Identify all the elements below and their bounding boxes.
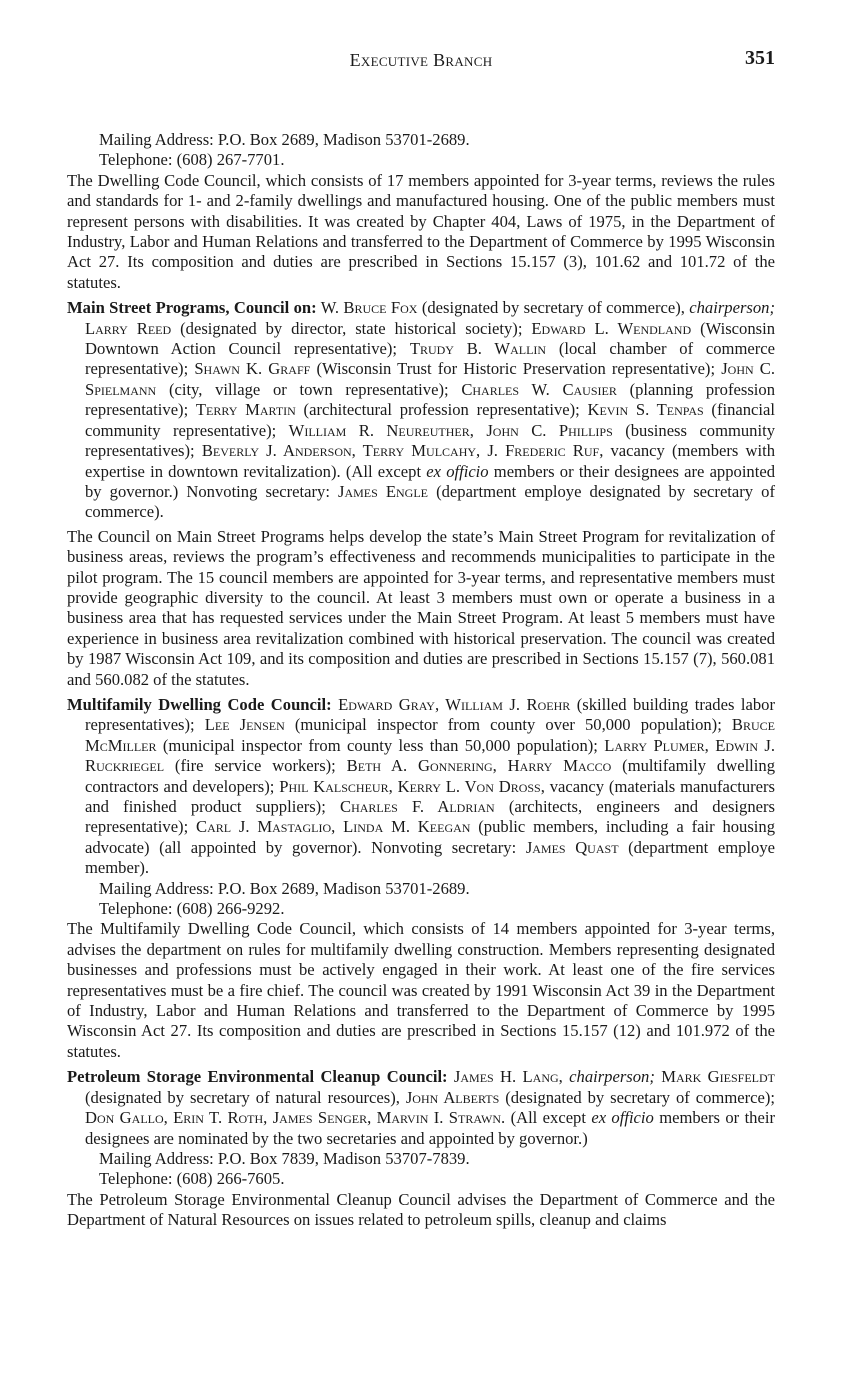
text: (architectural profession representative); [295,400,588,420]
text: (public members, including a fair housing advocate) (all appointed by governor). Nonvoting secretary: [85,817,776,857]
member-name: Charles W. Causier [461,379,617,399]
text: members or their designees are nominated by the two secretaries and appointed by governor.) [85,1108,775,1148]
petroleum-entry [67,1067,775,1149]
member-name: Carl J. Mastaglio, Linda M. Keegan [196,817,471,837]
running-head: Executive Branch [349,50,493,70]
text: W. [320,298,344,318]
member-name: Bruce McMiller [85,715,775,755]
multifamily-telephone: Telephone: (608) 266-9292. [99,899,285,919]
text: (department employe member). [85,837,776,878]
text: (designated by director, state historical society); [171,318,532,338]
ex-officio-label: ex officio [426,461,489,481]
role-label: chairperson; [689,298,775,318]
dwelling-telephone: Telephone: (608) 267-7701. [99,150,285,170]
member-name: Beth A. Gonnering, Harry Macco [346,756,612,776]
main-street-description: The Council on Main Street Programs helps develop the state’s Main Street Program for revitalization of business areas, reviews the program’s effectiveness and recommends municipalities to participate in the pilot program. The 15 council members are appointed for 3-year terms, and representative members must provide geographic diversity to the council. At least 3 members must own or operate a business in a business area that has requested services under the Main Street Program. At least 5 members must have experience in business area revitalization combined with historical preservation. The council was created by 1987 Wisconsin Act 109, and its composition and duties are prescribed in Sections 15.157 (7), 560.081 and 560.082 of the statutes. [67,526,775,689]
member-name: John C. Spielmann [85,359,776,399]
dwelling-description: The Dwelling Code Council, which consists of 17 members appointed for 3-year terms, reviews the rules and standards for 1- and 2-family dwellings and manufactured housing. One of the public members must represent persons with disabilities. It was created by Chapter 404, Laws of 1975, in the Department of Industry, Labor and Human Relations and transferred to the Department of Commerce by 1995 Wisconsin Act 27. Its composition and duties are prescribed in Sections 15.157 (3), 101.62 and 101.72 of the statutes. [67,170,775,292]
member-name: Shawn K. Graff [194,359,311,379]
dwelling-mailing-address: Mailing Address: P.O. Box 2689, Madison 53701-2689. [99,130,470,149]
member-name: Terry Martin [195,400,296,420]
member-name: James Quast [525,837,619,857]
text: (designated by secretary of natural resources), [85,1087,406,1107]
text: (city, village or town representative); [156,379,462,399]
member-name: Charles F. Aldrian [340,797,495,816]
text: (department employe designated by secretary of commerce). [85,481,775,522]
petroleum-mailing-address: Mailing Address: P.O. Box 7839, Madison 53707-7839. [99,1148,470,1168]
text: (designated by secretary of commerce); [499,1087,775,1107]
text: (designated by secretary of commerce), [417,298,690,318]
member-name: Edward L. Wendland [531,318,692,338]
text: (local chamber of commerce representative); [85,339,775,379]
petroleum-title: Petroleum Storage Environmental Cleanup Council: [67,1067,448,1087]
member-name: Mark Giesfeldt [661,1067,775,1087]
multifamily-description: The Multifamily Dwelling Code Council, which consists of 14 members appointed for 3-year terms, advises the department on rules for multifamily dwelling construction. Members representing designated businesses and professions must be actively engaged in their work. At least one of the fire services representatives must be a fire chief. The council was created by 1991 Wisconsin Act 39 in the Department of Industry, Labor and Human Relations and transferred to the Department of Commerce by 1995 Wisconsin Act 27. Its composition and duties are prescribed in Sections 15.157 (12) and 101.972 of the statutes. [67,919,775,1061]
member-name: Phil Kalscheur, Kerry L. Von Dross, [279,776,545,796]
text: (municipal inspector from county less than 50,000 population); [156,735,605,755]
member-name: Kevin S. Tenpas [587,400,704,420]
member-name: William R. Neureuther, John C. Phillips [288,420,613,440]
text: (fire service workers); [164,756,347,776]
petroleum-telephone: Telephone: (608) 266-7605. [99,1169,285,1189]
multifamily-mailing-address: Mailing Address: P.O. Box 2689, Madison 53701-2689. [99,878,470,898]
text: vacancy (materials manufacturers and finished product suppliers); [85,776,776,816]
member-name: Lee Jensen [204,715,285,735]
text: (architects, engineers and designers representative); [85,797,775,837]
page-number: 351 [745,47,775,69]
main-street-entry [67,298,775,522]
member-name: Bruce Fox [343,298,418,318]
text: (multifamily dwelling contractors and developers); [85,756,775,796]
text: (skilled building trades labor representatives); [85,694,775,735]
member-name: Trudy B. Wallin [409,339,547,359]
main-street-title: Main Street Programs, Council on: [67,298,317,318]
ex-officio-label: ex officio [591,1108,654,1128]
member-name: Don Gallo, Erin T. Roth, James Senger, Marvin I. Strawn. [85,1108,506,1128]
member-name: Larry Plumer, Edwin J. Ruckriegel [85,735,775,776]
text: (business community representatives); [85,420,775,461]
page-header [67,46,775,78]
text: (Wisconsin Trust for Historic Preservation representative); [310,359,722,379]
member-name: Edward Gray, William J. Roehr [338,694,571,714]
multifamily-entry [67,695,775,879]
document-page [67,46,775,1231]
role-label: chairperson; [569,1067,655,1087]
text: vacancy (members with expertise in downtown revitalization). (All except [85,441,775,481]
text: (All except [505,1108,592,1128]
text: (municipal inspector from county over 50,000 population); [284,715,732,735]
member-name: Larry Reed [85,318,172,338]
member-name: Beverly J. Anderson, Terry Mulcahy, J. Frederic Ruf, [201,441,604,461]
member-name: James H. Lang, [453,1067,563,1087]
petroleum-description: The Petroleum Storage Environmental Cleanup Council advises the Department of Commerce and the Department of Natural Resources on issues related to petroleum spills, cleanup and claims [67,1189,775,1230]
text: (Wisconsin Downtown Action Council representative); [85,318,775,359]
text: (financial community representative); [85,400,775,440]
text: (planning profession representative); [85,379,775,420]
member-name: James Engle [338,481,429,501]
multifamily-title: Multifamily Dwelling Code Council: [67,694,332,714]
member-name: John Alberts [405,1087,500,1107]
text: members or their designees are appointed by governor.) Nonvoting secretary: [85,461,776,501]
